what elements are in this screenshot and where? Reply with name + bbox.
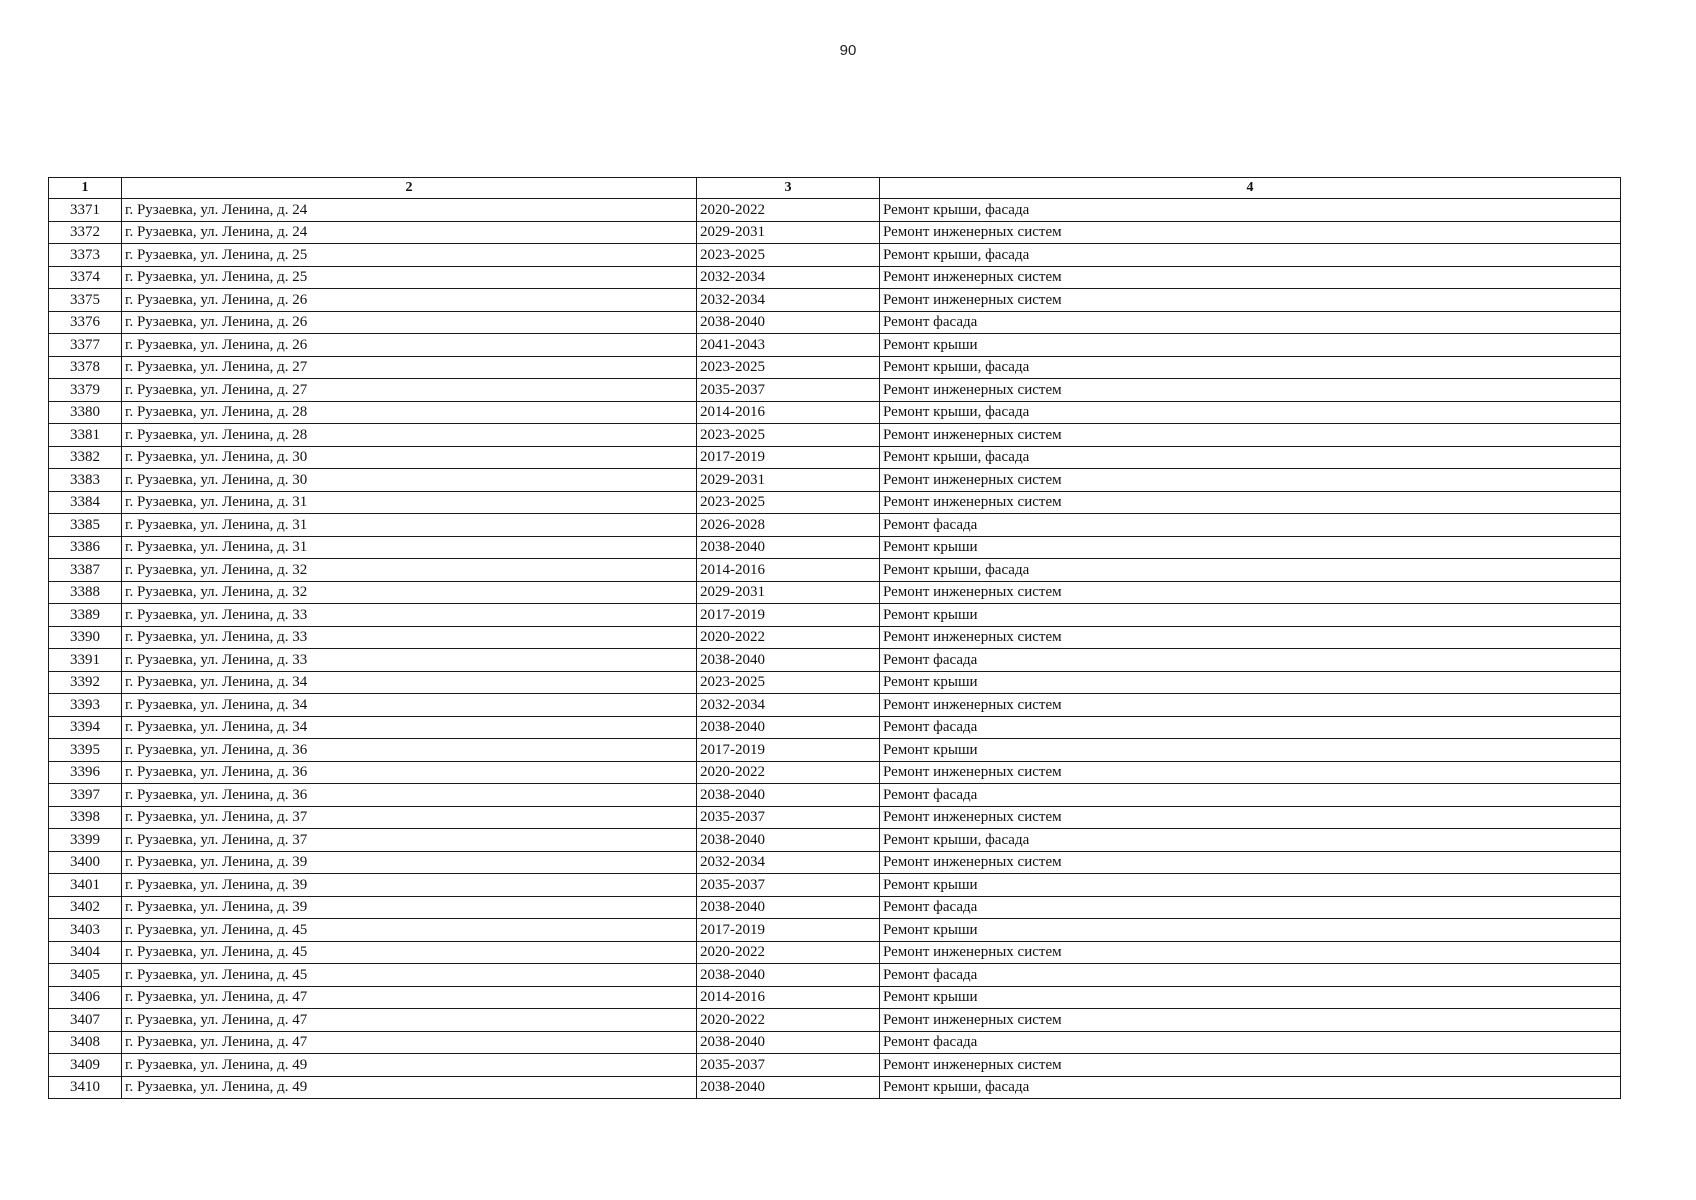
address-cell: г. Рузаевка, ул. Ленина, д. 25 bbox=[122, 266, 697, 289]
period-cell: 2035-2037 bbox=[697, 379, 880, 402]
address-cell: г. Рузаевка, ул. Ленина, д. 32 bbox=[122, 559, 697, 582]
row-number-cell: 3402 bbox=[49, 896, 122, 919]
table-row bbox=[49, 244, 1621, 267]
row-number-cell: 3379 bbox=[49, 379, 122, 402]
address-cell: г. Рузаевка, ул. Ленина, д. 47 bbox=[122, 986, 697, 1009]
period-cell: 2038-2040 bbox=[697, 649, 880, 672]
table-row bbox=[49, 199, 1621, 222]
address-cell: г. Рузаевка, ул. Ленина, д. 39 bbox=[122, 851, 697, 874]
table-row bbox=[49, 739, 1621, 762]
address-cell: г. Рузаевка, ул. Ленина, д. 33 bbox=[122, 649, 697, 672]
row-number-cell: 3407 bbox=[49, 1009, 122, 1032]
address-cell: г. Рузаевка, ул. Ленина, д. 30 bbox=[122, 446, 697, 469]
row-number-cell: 3392 bbox=[49, 671, 122, 694]
address-cell: г. Рузаевка, ул. Ленина, д. 31 bbox=[122, 491, 697, 514]
table-row bbox=[49, 941, 1621, 964]
address-cell: г. Рузаевка, ул. Ленина, д. 47 bbox=[122, 1009, 697, 1032]
work-type-cell: Ремонт инженерных систем bbox=[880, 266, 1621, 289]
address-cell: г. Рузаевка, ул. Ленина, д. 33 bbox=[122, 604, 697, 627]
period-cell: 2038-2040 bbox=[697, 311, 880, 334]
column-header-address: 2 bbox=[122, 178, 697, 199]
row-number-cell: 3386 bbox=[49, 536, 122, 559]
address-cell: г. Рузаевка, ул. Ленина, д. 45 bbox=[122, 919, 697, 942]
period-cell: 2038-2040 bbox=[697, 536, 880, 559]
table-row bbox=[49, 446, 1621, 469]
address-cell: г. Рузаевка, ул. Ленина, д. 30 bbox=[122, 469, 697, 492]
row-number-cell: 3391 bbox=[49, 649, 122, 672]
row-number-cell: 3399 bbox=[49, 829, 122, 852]
address-cell: г. Рузаевка, ул. Ленина, д. 49 bbox=[122, 1054, 697, 1077]
table-row bbox=[49, 559, 1621, 582]
row-number-cell: 3401 bbox=[49, 874, 122, 897]
row-number-cell: 3378 bbox=[49, 356, 122, 379]
work-type-cell: Ремонт крыши bbox=[880, 671, 1621, 694]
row-number-cell: 3384 bbox=[49, 491, 122, 514]
row-number-cell: 3408 bbox=[49, 1031, 122, 1054]
row-number-cell: 3375 bbox=[49, 289, 122, 312]
address-cell: г. Рузаевка, ул. Ленина, д. 36 bbox=[122, 784, 697, 807]
column-header-work-type: 4 bbox=[880, 178, 1621, 199]
work-type-cell: Ремонт фасада bbox=[880, 964, 1621, 987]
work-type-cell: Ремонт инженерных систем bbox=[880, 761, 1621, 784]
work-type-cell: Ремонт крыши, фасада bbox=[880, 1076, 1621, 1099]
period-cell: 2014-2016 bbox=[697, 559, 880, 582]
address-cell: г. Рузаевка, ул. Ленина, д. 39 bbox=[122, 874, 697, 897]
row-number-cell: 3376 bbox=[49, 311, 122, 334]
address-cell: г. Рузаевка, ул. Ленина, д. 33 bbox=[122, 626, 697, 649]
period-cell: 2029-2031 bbox=[697, 221, 880, 244]
work-type-cell: Ремонт фасада bbox=[880, 311, 1621, 334]
address-cell: г. Рузаевка, ул. Ленина, д. 37 bbox=[122, 829, 697, 852]
table-row bbox=[49, 649, 1621, 672]
work-type-cell: Ремонт крыши bbox=[880, 536, 1621, 559]
row-number-cell: 3385 bbox=[49, 514, 122, 537]
table-row bbox=[49, 311, 1621, 334]
period-cell: 2038-2040 bbox=[697, 716, 880, 739]
period-cell: 2014-2016 bbox=[697, 401, 880, 424]
table-row bbox=[49, 491, 1621, 514]
table-row bbox=[49, 964, 1621, 987]
work-type-cell: Ремонт крыши, фасада bbox=[880, 401, 1621, 424]
work-type-cell: Ремонт инженерных систем bbox=[880, 941, 1621, 964]
row-number-cell: 3377 bbox=[49, 334, 122, 357]
address-cell: г. Рузаевка, ул. Ленина, д. 34 bbox=[122, 716, 697, 739]
table-header bbox=[49, 178, 1621, 199]
work-type-cell: Ремонт инженерных систем bbox=[880, 694, 1621, 717]
table-row bbox=[49, 1031, 1621, 1054]
repair-schedule-table bbox=[48, 177, 1621, 1099]
row-number-cell: 3389 bbox=[49, 604, 122, 627]
period-cell: 2023-2025 bbox=[697, 491, 880, 514]
header-row bbox=[49, 178, 1621, 199]
period-cell: 2032-2034 bbox=[697, 851, 880, 874]
row-number-cell: 3397 bbox=[49, 784, 122, 807]
table-row bbox=[49, 604, 1621, 627]
table-row bbox=[49, 289, 1621, 312]
work-type-cell: Ремонт инженерных систем bbox=[880, 581, 1621, 604]
table-row bbox=[49, 266, 1621, 289]
period-cell: 2020-2022 bbox=[697, 761, 880, 784]
table-row bbox=[49, 671, 1621, 694]
period-cell: 2020-2022 bbox=[697, 199, 880, 222]
table-row bbox=[49, 829, 1621, 852]
table-row bbox=[49, 716, 1621, 739]
address-cell: г. Рузаевка, ул. Ленина, д. 26 bbox=[122, 311, 697, 334]
row-number-cell: 3405 bbox=[49, 964, 122, 987]
row-number-cell: 3372 bbox=[49, 221, 122, 244]
table-row bbox=[49, 1009, 1621, 1032]
period-cell: 2032-2034 bbox=[697, 266, 880, 289]
period-cell: 2023-2025 bbox=[697, 424, 880, 447]
table-row bbox=[49, 424, 1621, 447]
address-cell: г. Рузаевка, ул. Ленина, д. 27 bbox=[122, 379, 697, 402]
period-cell: 2038-2040 bbox=[697, 896, 880, 919]
period-cell: 2041-2043 bbox=[697, 334, 880, 357]
row-number-cell: 3409 bbox=[49, 1054, 122, 1077]
table-row bbox=[49, 379, 1621, 402]
work-type-cell: Ремонт крыши, фасада bbox=[880, 829, 1621, 852]
row-number-cell: 3404 bbox=[49, 941, 122, 964]
table-row bbox=[49, 986, 1621, 1009]
address-cell: г. Рузаевка, ул. Ленина, д. 27 bbox=[122, 356, 697, 379]
address-cell: г. Рузаевка, ул. Ленина, д. 26 bbox=[122, 334, 697, 357]
table-row bbox=[49, 784, 1621, 807]
table-row bbox=[49, 356, 1621, 379]
address-cell: г. Рузаевка, ул. Ленина, д. 24 bbox=[122, 199, 697, 222]
row-number-cell: 3374 bbox=[49, 266, 122, 289]
table-row bbox=[49, 919, 1621, 942]
table-row bbox=[49, 334, 1621, 357]
period-cell: 2017-2019 bbox=[697, 604, 880, 627]
period-cell: 2017-2019 bbox=[697, 739, 880, 762]
address-cell: г. Рузаевка, ул. Ленина, д. 36 bbox=[122, 761, 697, 784]
row-number-cell: 3380 bbox=[49, 401, 122, 424]
row-number-cell: 3371 bbox=[49, 199, 122, 222]
table-row bbox=[49, 874, 1621, 897]
address-cell: г. Рузаевка, ул. Ленина, д. 28 bbox=[122, 424, 697, 447]
period-cell: 2023-2025 bbox=[697, 356, 880, 379]
row-number-cell: 3403 bbox=[49, 919, 122, 942]
period-cell: 2014-2016 bbox=[697, 986, 880, 1009]
address-cell: г. Рузаевка, ул. Ленина, д. 25 bbox=[122, 244, 697, 267]
period-cell: 2029-2031 bbox=[697, 469, 880, 492]
table-row bbox=[49, 851, 1621, 874]
table-row bbox=[49, 1054, 1621, 1077]
work-type-cell: Ремонт фасада bbox=[880, 784, 1621, 807]
row-number-cell: 3395 bbox=[49, 739, 122, 762]
work-type-cell: Ремонт крыши bbox=[880, 919, 1621, 942]
work-type-cell: Ремонт фасада bbox=[880, 716, 1621, 739]
address-cell: г. Рузаевка, ул. Ленина, д. 34 bbox=[122, 694, 697, 717]
row-number-cell: 3398 bbox=[49, 806, 122, 829]
work-type-cell: Ремонт инженерных систем bbox=[880, 424, 1621, 447]
address-cell: г. Рузаевка, ул. Ленина, д. 45 bbox=[122, 941, 697, 964]
work-type-cell: Ремонт крыши bbox=[880, 739, 1621, 762]
work-type-cell: Ремонт инженерных систем bbox=[880, 626, 1621, 649]
work-type-cell: Ремонт инженерных систем bbox=[880, 1009, 1621, 1032]
table-row bbox=[49, 896, 1621, 919]
address-cell: г. Рузаевка, ул. Ленина, д. 49 bbox=[122, 1076, 697, 1099]
row-number-cell: 3387 bbox=[49, 559, 122, 582]
row-number-cell: 3381 bbox=[49, 424, 122, 447]
row-number-cell: 3388 bbox=[49, 581, 122, 604]
column-header-period: 3 bbox=[697, 178, 880, 199]
period-cell: 2035-2037 bbox=[697, 806, 880, 829]
page-number: 90 bbox=[839, 42, 857, 59]
row-number-cell: 3383 bbox=[49, 469, 122, 492]
period-cell: 2017-2019 bbox=[697, 919, 880, 942]
work-type-cell: Ремонт крыши, фасада bbox=[880, 199, 1621, 222]
work-type-cell: Ремонт инженерных систем bbox=[880, 221, 1621, 244]
period-cell: 2020-2022 bbox=[697, 626, 880, 649]
period-cell: 2038-2040 bbox=[697, 1031, 880, 1054]
work-type-cell: Ремонт инженерных систем bbox=[880, 491, 1621, 514]
table-body bbox=[49, 199, 1621, 1099]
period-cell: 2038-2040 bbox=[697, 829, 880, 852]
work-type-cell: Ремонт фасада bbox=[880, 1031, 1621, 1054]
row-number-cell: 3410 bbox=[49, 1076, 122, 1099]
work-type-cell: Ремонт фасада bbox=[880, 514, 1621, 537]
period-cell: 2035-2037 bbox=[697, 1054, 880, 1077]
row-number-cell: 3373 bbox=[49, 244, 122, 267]
period-cell: 2026-2028 bbox=[697, 514, 880, 537]
period-cell: 2023-2025 bbox=[697, 671, 880, 694]
row-number-cell: 3400 bbox=[49, 851, 122, 874]
period-cell: 2023-2025 bbox=[697, 244, 880, 267]
table-row bbox=[49, 761, 1621, 784]
table-row bbox=[49, 221, 1621, 244]
work-type-cell: Ремонт инженерных систем bbox=[880, 289, 1621, 312]
period-cell: 2020-2022 bbox=[697, 941, 880, 964]
address-cell: г. Рузаевка, ул. Ленина, д. 26 bbox=[122, 289, 697, 312]
table-row bbox=[49, 401, 1621, 424]
address-cell: г. Рузаевка, ул. Ленина, д. 32 bbox=[122, 581, 697, 604]
column-header-number: 1 bbox=[49, 178, 122, 199]
period-cell: 2035-2037 bbox=[697, 874, 880, 897]
address-cell: г. Рузаевка, ул. Ленина, д. 31 bbox=[122, 514, 697, 537]
work-type-cell: Ремонт инженерных систем bbox=[880, 851, 1621, 874]
period-cell: 2038-2040 bbox=[697, 964, 880, 987]
work-type-cell: Ремонт крыши bbox=[880, 334, 1621, 357]
address-cell: г. Рузаевка, ул. Ленина, д. 34 bbox=[122, 671, 697, 694]
work-type-cell: Ремонт крыши bbox=[880, 986, 1621, 1009]
table-row bbox=[49, 514, 1621, 537]
row-number-cell: 3396 bbox=[49, 761, 122, 784]
row-number-cell: 3394 bbox=[49, 716, 122, 739]
table-row bbox=[49, 1076, 1621, 1099]
table-row bbox=[49, 469, 1621, 492]
row-number-cell: 3390 bbox=[49, 626, 122, 649]
period-cell: 2017-2019 bbox=[697, 446, 880, 469]
period-cell: 2029-2031 bbox=[697, 581, 880, 604]
table-row bbox=[49, 626, 1621, 649]
work-type-cell: Ремонт инженерных систем bbox=[880, 379, 1621, 402]
work-type-cell: Ремонт крыши bbox=[880, 874, 1621, 897]
work-type-cell: Ремонт крыши, фасада bbox=[880, 446, 1621, 469]
row-number-cell: 3406 bbox=[49, 986, 122, 1009]
period-cell: 2038-2040 bbox=[697, 784, 880, 807]
work-type-cell: Ремонт крыши, фасада bbox=[880, 244, 1621, 267]
address-cell: г. Рузаевка, ул. Ленина, д. 31 bbox=[122, 536, 697, 559]
address-cell: г. Рузаевка, ул. Ленина, д. 45 bbox=[122, 964, 697, 987]
period-cell: 2038-2040 bbox=[697, 1076, 880, 1099]
period-cell: 2020-2022 bbox=[697, 1009, 880, 1032]
table-row bbox=[49, 581, 1621, 604]
work-type-cell: Ремонт инженерных систем bbox=[880, 1054, 1621, 1077]
work-type-cell: Ремонт крыши, фасада bbox=[880, 559, 1621, 582]
table-row bbox=[49, 694, 1621, 717]
address-cell: г. Рузаевка, ул. Ленина, д. 39 bbox=[122, 896, 697, 919]
work-type-cell: Ремонт крыши bbox=[880, 604, 1621, 627]
address-cell: г. Рузаевка, ул. Ленина, д. 37 bbox=[122, 806, 697, 829]
address-cell: г. Рузаевка, ул. Ленина, д. 47 bbox=[122, 1031, 697, 1054]
address-cell: г. Рузаевка, ул. Ленина, д. 28 bbox=[122, 401, 697, 424]
row-number-cell: 3393 bbox=[49, 694, 122, 717]
row-number-cell: 3382 bbox=[49, 446, 122, 469]
table-row bbox=[49, 536, 1621, 559]
work-type-cell: Ремонт фасада bbox=[880, 896, 1621, 919]
address-cell: г. Рузаевка, ул. Ленина, д. 36 bbox=[122, 739, 697, 762]
work-type-cell: Ремонт инженерных систем bbox=[880, 469, 1621, 492]
period-cell: 2032-2034 bbox=[697, 289, 880, 312]
work-type-cell: Ремонт крыши, фасада bbox=[880, 356, 1621, 379]
work-type-cell: Ремонт фасада bbox=[880, 649, 1621, 672]
work-type-cell: Ремонт инженерных систем bbox=[880, 806, 1621, 829]
address-cell: г. Рузаевка, ул. Ленина, д. 24 bbox=[122, 221, 697, 244]
table-row bbox=[49, 806, 1621, 829]
period-cell: 2032-2034 bbox=[697, 694, 880, 717]
